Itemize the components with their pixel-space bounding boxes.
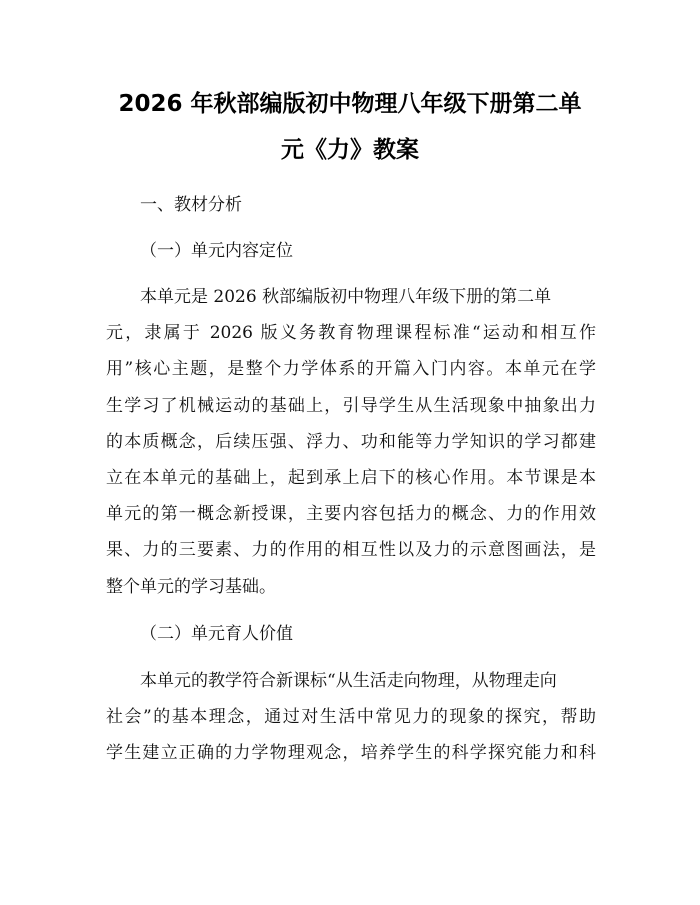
paragraph-line: 单元的第一概念新授课，主要内容包括力的概念、力的作用效 (106, 504, 596, 525)
subsection-heading-unit-positioning: （一）单元内容定位 (140, 241, 293, 261)
section-heading-teaching-material-analysis: 一、教材分析 (140, 195, 242, 215)
paragraph-line: 的本质概念，后续压强、浮力、功和能等力学知识的学习都建 (106, 431, 596, 452)
paragraph-line: 生学习了机械运动的基础上，引导学生从生活现象中抽象出力 (106, 395, 596, 416)
subsection-heading-educational-value: （二）单元育人价值 (140, 624, 293, 644)
paragraph-line: 本单元是 2026 秋部编版初中物理八年级下册的第二单 (140, 287, 552, 307)
paragraph-line: 本单元的教学符合新课标“从生活走向物理，从物理走向 (140, 671, 557, 691)
paragraph-line: 元，隶属于 2026 版义务教育物理课程标准“运动和相互作 (106, 323, 596, 344)
paragraph-line: 社会”的基本理念，通过对生活中常见力的现象的探究，帮助 (106, 707, 596, 728)
paragraph-line: 整个单元的学习基础。 (106, 576, 276, 597)
paragraph-line: 学生建立正确的力学物理观念，培养学生的科学探究能力和科 (106, 743, 596, 764)
paragraph-line: 果、力的三要素、力的作用的相互性以及力的示意图画法，是 (106, 540, 596, 561)
paragraph-line: 立在本单元的基础上，起到承上启下的核心作用。本节课是本 (106, 468, 596, 488)
document-title-line-2: 元《力》教案 (281, 137, 419, 163)
document-title-line-1: 2026 年秋部编版初中物理八年级下册第二单 (118, 91, 582, 117)
paragraph-line: 用”核心主题，是整个力学体系的开篇入门内容。本单元在学 (106, 359, 596, 380)
